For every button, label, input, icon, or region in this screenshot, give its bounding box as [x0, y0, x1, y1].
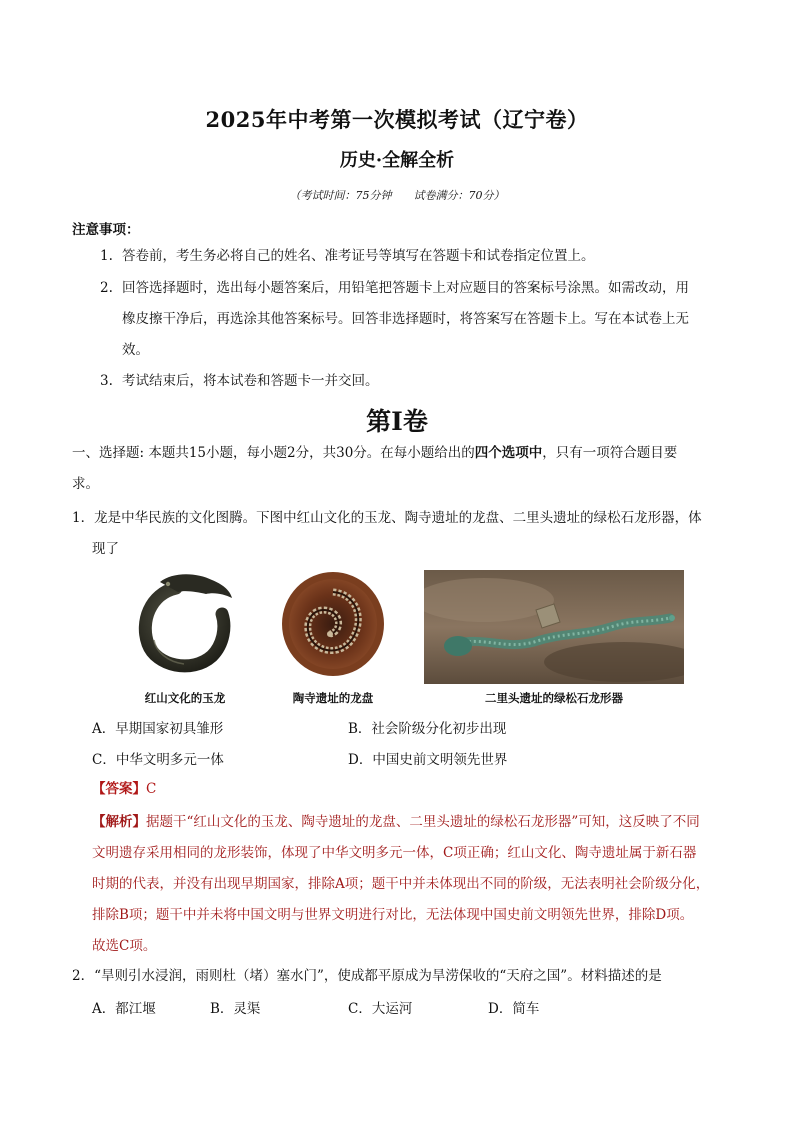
q1-option-b: B．社会阶级分化初步出现: [348, 721, 507, 737]
q1-option-c: C．中华文明多元一体: [92, 752, 224, 768]
q2-option-a: A．都江堰: [92, 1001, 156, 1017]
exam-info: [0, 187, 794, 203]
exam-score: 试卷满分：70分）: [413, 189, 505, 202]
caption-dragon-plate: 陶寺遗址的龙盘: [292, 691, 374, 705]
exam-time: （考试时间：75分钟: [289, 189, 392, 202]
note-item-1: 1. 答卷前，考生务必将自己的姓名、准考证号等填写在答题卡和试卷指定位置上。: [100, 248, 595, 264]
turquoise-dragon-image: [424, 570, 684, 684]
q1-option-d: D．中国史前文明领先世界: [348, 752, 508, 768]
section-mark: 第Ⅰ卷: [366, 407, 428, 436]
q1-option-a: A．早期国家初具雏形: [92, 721, 224, 737]
dragon-plate-image: [280, 570, 386, 678]
q1-analysis: 【解析】据题干“红山文化的玉龙、陶寺遗址的龙盘、二里头遗址的绿松石龙形器”可知，这反映了不同 文明遗存采用相同的龙形装饰，体现了中华文明多元一体，C项正确；红山文化、陶寺遗址属于新石器 时期的代表，并没有出现早期国家，排除A项；题干中并未体现出不同的阶级，无法表明社会阶级分化， 排除B项；题干中并未将中国文明与世界文明进行对比，无法体现中国史前文明领先世界，排除D项。 故选C项。: [92, 814, 710, 954]
question-1-figure: [126, 570, 686, 710]
page-title: 2025年中考第一次模拟考试（辽宁卷）: [205, 107, 589, 132]
page-subtitle: 历史·全解全析: [339, 150, 455, 171]
q1-answer: 【答案】C: [92, 781, 157, 797]
note-item-2: 2. 回答选择题时，选出每小题答案后，用铅笔把答题卡上对应题目的答案标号涂黑。如需改动，用 橡皮擦干净后，再选涂其他答案标号。回答非选择题时，将答案写在答题卡上。写在本试卷上无 效。: [100, 280, 689, 358]
question-1-stem: 1．龙是中华民族的文化图腾。下图中红山文化的玉龙、陶寺遗址的龙盘、二里头遗址的绿松石龙形器，体 现了: [72, 510, 702, 557]
jade-dragon-image: [132, 570, 236, 676]
question-2-stem: 2．“旱则引水浸润，雨则杜（堵）塞水门”，使成都平原成为旱涝保收的“天府之国”。材料描述的是: [72, 968, 662, 984]
q2-option-d: D．简车: [488, 1001, 540, 1017]
notes-heading: 注意事项：: [72, 222, 140, 238]
section-instruction: 一、选择题: 本题共15小题，每小题2分，共30分。在每小题给出的四个选项中，只有一项符合题目要 求。: [72, 445, 678, 492]
q2-option-c: C．大运河: [348, 1001, 413, 1017]
caption-turquoise-dragon: 二里头遗址的绿松石龙形器: [485, 691, 623, 705]
caption-jade-dragon: 红山文化的玉龙: [144, 691, 226, 705]
q2-option-b: B．灵渠: [210, 1001, 261, 1017]
note-item-3: 3. 考试结束后，将本试卷和答题卡一并交回。: [100, 373, 379, 389]
